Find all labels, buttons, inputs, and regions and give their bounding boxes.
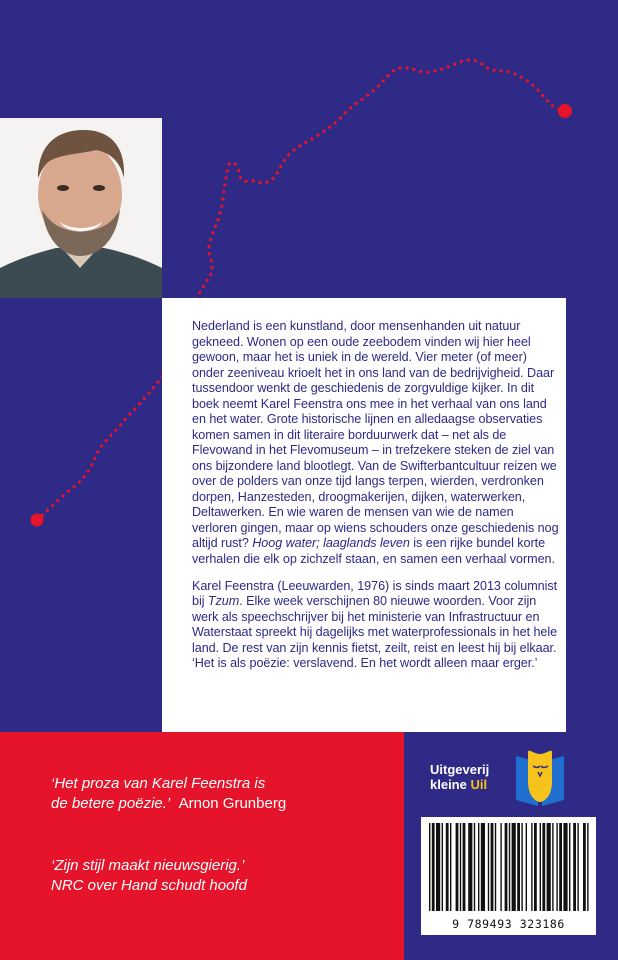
barcode-bar [542, 823, 545, 911]
barcode-bar [552, 823, 553, 911]
barcode-bar [456, 823, 459, 911]
barcode-bar [450, 823, 451, 911]
barcode-bar [534, 823, 537, 911]
barcode-bar [577, 823, 578, 911]
barcode-bar [531, 823, 532, 911]
barcode-bar [446, 823, 449, 911]
quote-line: ‘Zijn stijl maakt nieuwsgierig.’ [51, 857, 245, 874]
barcode-bar [563, 823, 567, 911]
route-start-dot [31, 514, 44, 527]
barcode-bar [509, 823, 510, 911]
quote-line: de betere poëzie.’ [51, 795, 171, 812]
author-bio [192, 579, 562, 671]
quote-line: ‘Het proza van Karel Feenstra is [51, 775, 266, 792]
barcode-bar [460, 823, 461, 911]
barcode-bar [474, 823, 475, 911]
barcode-bar [481, 823, 485, 911]
route-end-dot [558, 104, 572, 118]
bio-text-end: . Elke week verschijnen 80 nieuwe woorden. Voor zijn werk als speechschrijver bij het ministerie van Infrastructuur en Waterstaat spreekt hij dagelijks met waterprofessionals in het hele land. De rest van zijn kennis fietst, zeilt, reist en leest hij bij elkaar. ‘Het is als poëzie: verslavend. En het wordt alleen maar erger.’ [192, 594, 558, 671]
book-title-italic: Hoog water; laaglands leven [252, 536, 410, 550]
barcode-bar [463, 823, 466, 911]
barcode-bar [556, 823, 557, 911]
barcode-bar [429, 823, 430, 911]
barcode-bar [569, 823, 570, 911]
barcode-bar [521, 823, 522, 911]
barcode-bar [583, 823, 586, 911]
barcode-bar [488, 823, 489, 911]
publisher-line2: kleine [430, 777, 471, 792]
bio-text: Karel Feenstra (Leeuwarden, 1976) is sinds maart 2013 columnist bij [192, 579, 558, 609]
barcode-bar [478, 823, 479, 911]
barcode-bar [587, 823, 588, 911]
barcode-bar [559, 823, 562, 911]
publisher-name [430, 762, 489, 792]
publisher-line2-accent: Uil [470, 777, 488, 792]
quote-grunberg [51, 774, 286, 814]
quote-source: NRC over Hand schudt hoofd [51, 877, 247, 894]
magazine-name: Tzum [207, 594, 240, 609]
blurb-text-end: is een rijke bundel korte verhalen die elk op zichzelf staan, en samen een verhaal vormen. [192, 536, 555, 566]
publisher-line1: Uitgeverij [430, 762, 490, 777]
back-cover-text-box [162, 298, 566, 732]
publisher-logo [426, 748, 596, 808]
author-photo [0, 118, 162, 298]
barcode-bar [442, 823, 443, 911]
barcode-bar [547, 823, 551, 911]
blurb-text: Nederland is een kunstland, door mensenhanden uit natuur gekneed. Wonen op een oude zeebodem vinden wij hier heel gewoon, maar het is uniek in de wereld. Vier meter (of meer) onder zeeniveau krioelt het in ons land van de bedrijvigheid. Daar tussendoor wenkt de geschiedenis de zorgvuldige kijker. In dit boek neemt Karel Feenstra ons mee in het verhaal van ons land en het water. Grote historische lijnen en alledaagse observaties komen samen in dit literaire borduurwerk dat – net als de Flevowand in het Flevomuseum – in trefzekere steken de ziel van ons bijzondere land blootlegt. Van de Swifterbantcultuur reizen we over de polders van onze tijd langs terpen, wierden, verdronken dorpen, Hanzesteden, droogmakerijen, dijken, waterwerken, Deltawerken. En wie waren de mensen van wie de namen verloren gingen, maar op wiens schouders onze geschiedenis nog altijd rust? [192, 319, 559, 550]
barcode-bar [468, 823, 472, 911]
barcode-bar [491, 823, 494, 911]
barcode-bar [526, 823, 527, 911]
isbn-barcode [421, 817, 596, 935]
barcode-bar [517, 823, 520, 911]
barcode-bar [495, 823, 496, 911]
barcode-bar [512, 823, 516, 911]
owl-book-icon [514, 748, 566, 808]
barcode-bar [540, 823, 541, 911]
barcode-bar [432, 823, 435, 911]
quote-source: Arnon Grunberg [178, 795, 287, 812]
isbn-number: 9 789493 323186 [452, 917, 565, 931]
barcode-bar [573, 823, 576, 911]
barcode-bar [505, 823, 508, 911]
quote-nrc [51, 856, 247, 896]
book-blurb [192, 319, 562, 567]
barcode-bar [500, 823, 501, 911]
barcode-bar [436, 823, 440, 911]
quotes-panel [0, 732, 404, 960]
